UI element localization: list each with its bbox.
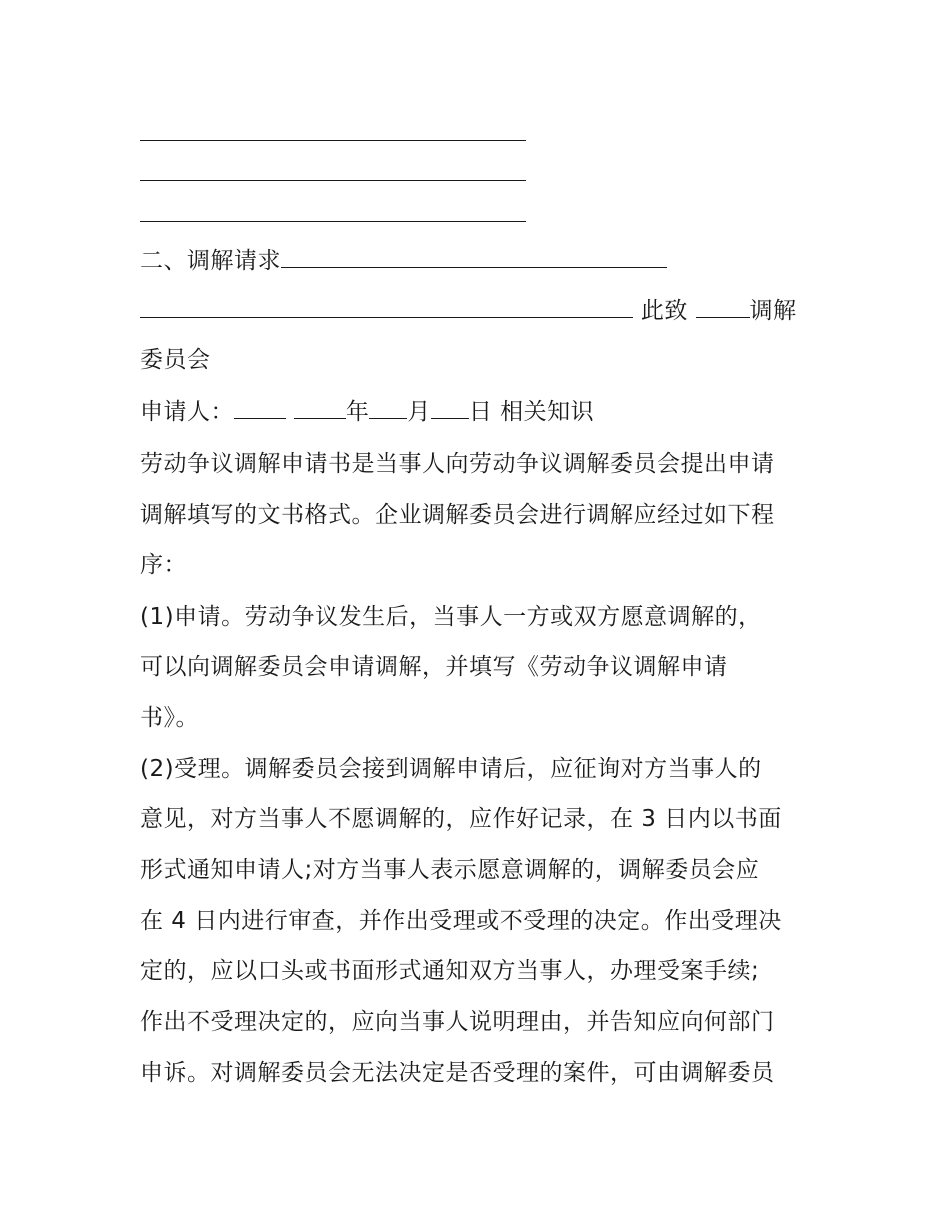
blank-line-3 [140, 199, 526, 231]
body-line: 作出不受理决定的，应向当事人说明理由，并告知应向何部门 [140, 1009, 775, 1035]
date-month: 月 [407, 399, 431, 425]
fill-blank [369, 396, 407, 419]
date-day: 日 [468, 399, 493, 425]
committee-suffix: 调解 [749, 298, 797, 324]
body-line: 劳动争议调解申请书是当事人向劳动争议调解委员会提出申请 [140, 451, 775, 477]
fill-blank [431, 396, 469, 419]
fill-blank [140, 158, 526, 181]
body-line: 意见，对方当事人不愿调解的，应作好记录，在 3 日内以书面 [140, 806, 782, 832]
committee-line [140, 344, 211, 376]
fill-blank [294, 396, 346, 419]
committee-text: 委员会 [140, 347, 211, 373]
blank-line-2 [140, 158, 526, 190]
fill-blank [281, 245, 667, 268]
body-line: 序： [140, 552, 187, 578]
body-line: 可以向调解委员会申请调解，并填写《劳动争议调解申请 [140, 654, 728, 680]
blank-line-1 [140, 118, 526, 150]
body-line: 在 4 日内进行审查，并作出受理或不受理的决定。作出受理决 [140, 908, 782, 934]
fill-blank [140, 295, 633, 318]
body-line: (2)受理。调解委员会接到调解申请后，应征询对方当事人的 [140, 756, 762, 782]
body-line: (1)申请。劳动争议发生后，当事人一方或双方愿意调解的， [140, 604, 762, 630]
body-line: 调解填写的文书格式。企业调解委员会进行调解应经过如下程 [140, 502, 775, 528]
related-knowledge: 相关知识 [500, 399, 595, 425]
fill-blank [234, 396, 286, 419]
applicant-label: 申请人： [140, 399, 234, 425]
section-two-label: 二、调解请求 [140, 248, 281, 274]
closing-text: 此致 [640, 298, 688, 324]
section-two-line [140, 245, 667, 277]
closing-line [140, 295, 797, 327]
body-line: 定的，应以口头或书面形式通知双方当事人，办理受案手续; [140, 958, 760, 984]
body-line: 书》。 [140, 705, 199, 731]
fill-blank [696, 295, 750, 318]
body-line: 申诉。对调解委员会无法决定是否受理的案件，可由调解委员 [140, 1060, 775, 1086]
applicant-line [140, 396, 594, 428]
body-line: 形式通知申请人;对方当事人表示愿意调解的，调解委员会应 [140, 857, 760, 883]
date-year: 年 [345, 399, 370, 425]
fill-blank [140, 118, 526, 141]
fill-blank [140, 199, 526, 222]
